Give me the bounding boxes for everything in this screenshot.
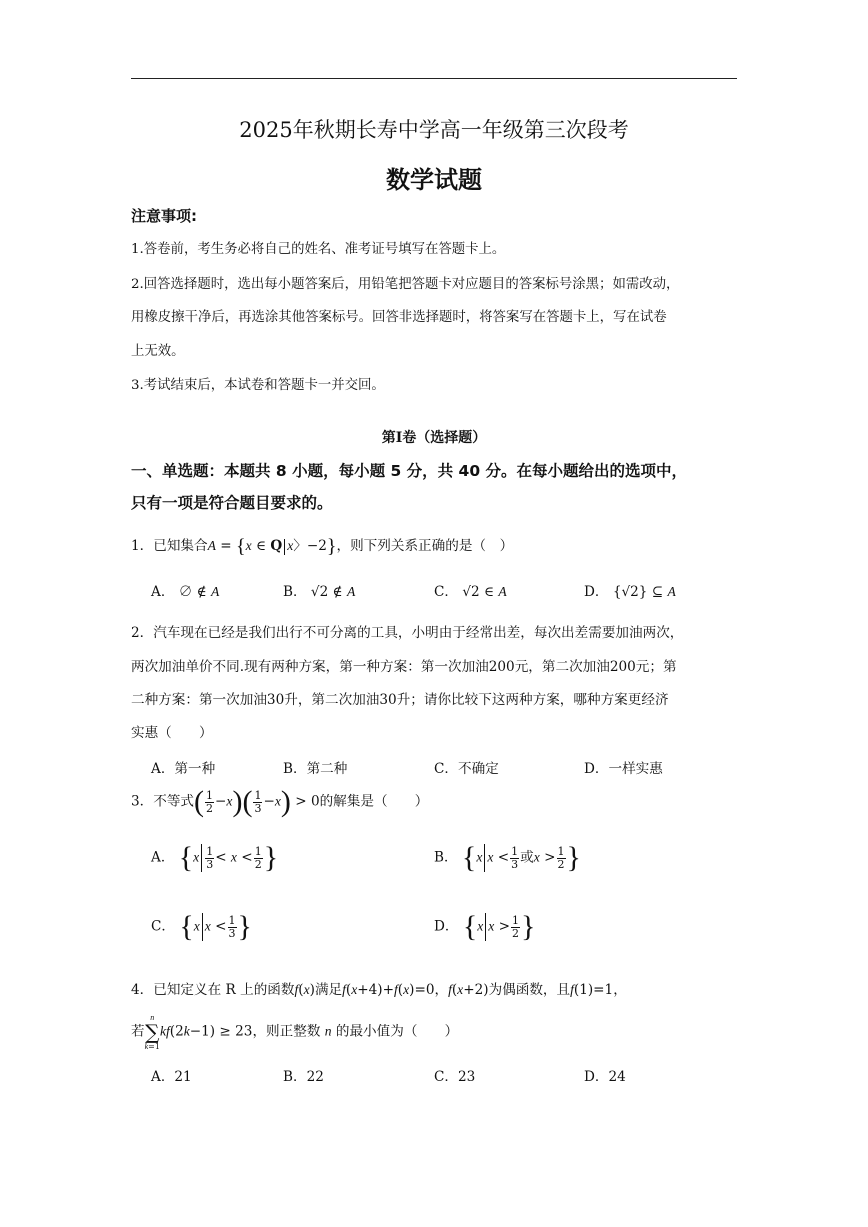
section-title: 第Ⅰ卷（选择题） [381, 430, 487, 446]
q4-option-a: A．21 [151, 1069, 192, 1085]
exam-title: 2025年秋期长寿中学高一年级第三次段考 [239, 118, 629, 142]
note-line-5: 3.考试结束后，本试卷和答题卡一并交回。 [131, 378, 385, 393]
q2-option-c: C．不确定 [434, 761, 499, 777]
q1-option-c: C． √2 ∈ A [434, 584, 507, 600]
q3-prefix: 3．不等式 [131, 793, 195, 810]
note-line-2: 2.回答选择题时，选出每小题答案后，用铅笔把答题卡对应题目的答案标号涂黑；如需改动， [131, 277, 680, 292]
question-2-line-3: 二种方案：第一次加油30升，第二次加油30升；请你比较下这两种方案，哪种方案更经济 [131, 692, 669, 708]
exam-subtitle: 数学试题 [386, 166, 482, 194]
note-line-3: 用橡皮擦干净后，再选涂其他答案标号。回答非选择题时，将答案写在答题卡上，写在试卷 [131, 310, 667, 325]
note-line-4: 上无效。 [131, 344, 185, 359]
notes-heading: 注意事项: [131, 207, 197, 225]
q3-option-b: B． {x x < $\frac{1}{3}$ 或x > $\frac{1}{2}$ } [434, 841, 581, 874]
q4-option-d: D．24 [584, 1069, 626, 1085]
question-1: 1．已知集合A = {x ∈ Q x〉−2}，则下列关系正确的是（ ） [131, 535, 514, 558]
q2-option-b: B．第二种 [283, 761, 348, 777]
q2-option-d: D．一样实惠 [584, 761, 663, 777]
q3-suffix: 的解集是（ ） [319, 793, 429, 810]
header-rule [131, 78, 737, 79]
q1-option-d: D． {√2} ⊆ A [584, 584, 676, 600]
q1-prefix: 1．已知集合 [131, 538, 208, 554]
q1-suffix: ，则下列关系正确的是（ ） [336, 538, 514, 554]
question-4-line-2: 若n ∑ k=1kf(2k−1) ≥ 23，则正整数 n 的最小值为（ ） [131, 1013, 459, 1051]
part-instructions-1: 一、单选题：本题共 8 小题，每小题 5 分，共 40 分。在每小题给出的选项中， [131, 462, 688, 480]
question-2-line-4: 实惠（ ） [131, 725, 213, 741]
part-instructions-2: 只有一项是符合题目要求的。 [131, 494, 333, 512]
question-2-line-1: 2．汽车现在已经是我们出行不可分离的工具，小明由于经常出差，每次出差需要加油两次， [131, 625, 684, 641]
q3-option-a: A． {x $\frac{1}{3}$ < x < $\frac{1}{2}$ } [151, 841, 279, 874]
q2-option-a: A．第一种 [151, 761, 216, 777]
q4-option-c: C．23 [434, 1069, 476, 1085]
q1-option-a: A． ∅ ∉ A [151, 584, 220, 600]
q1-set-formula: A [207, 538, 216, 553]
q3-option-c: C． {x x < $\frac{1}{3}$ } [151, 910, 252, 943]
q3-option-d: D． {x x > $\frac{1}{2}$ } [434, 910, 536, 943]
question-4-line-1: 4．已知定义在 R 上的函数f(x)满足f(x+4)+f(x)=0，f(x+2)为偶函数，且f(1)=1， [131, 982, 627, 998]
question-2-line-2: 两次加油单价不同.现有两种方案，第一种方案：第一次加油200元，第二次加油200元；第 [131, 659, 677, 675]
q4-option-b: B．22 [283, 1069, 324, 1085]
q1-option-b: B． √2 ∉ A [283, 584, 356, 600]
question-3: 3．不等式( $\frac{1}{2}$ −x)( $\frac{1}{3}$ −x) > 0的解集是（ ） [131, 785, 429, 818]
note-line-1: 1.答卷前，考生务必将自己的姓名、准考证号填写在答题卡上。 [131, 242, 506, 257]
